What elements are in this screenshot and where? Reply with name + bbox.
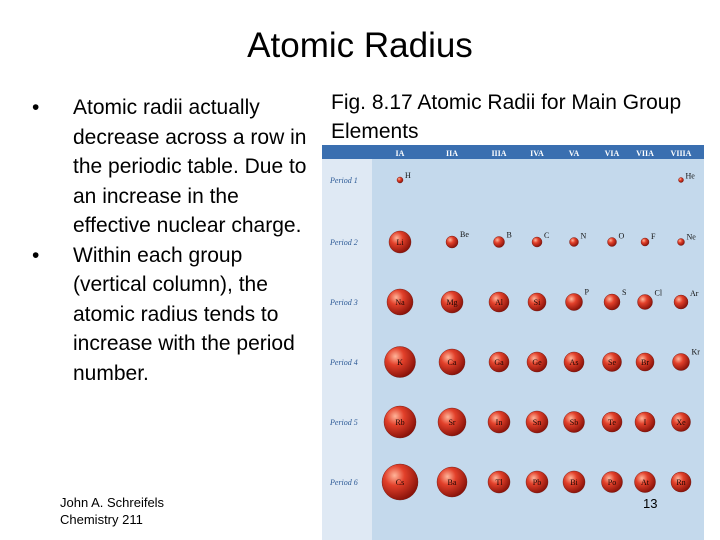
atom-sphere	[603, 353, 622, 372]
group-label: VIIIA	[670, 149, 692, 158]
atom-sphere	[439, 349, 465, 375]
atom-sphere	[438, 408, 466, 436]
period-label: Period 2	[330, 238, 358, 247]
bullet-item: • Within each group (vertical column), the atomic radius tends to increase with the period number.	[30, 241, 315, 389]
atom-sphere-shape	[604, 294, 620, 310]
element-symbol: Ge	[532, 358, 542, 367]
atom-sphere	[635, 472, 656, 493]
element-symbol: Ba	[447, 478, 457, 487]
element-symbol: Pb	[532, 478, 542, 487]
group-label: VIIA	[636, 149, 654, 158]
element-symbol: At	[641, 478, 649, 487]
element-symbol: Ca	[447, 358, 457, 367]
element-symbol: C	[544, 231, 550, 240]
element-symbol: Be	[460, 230, 469, 239]
element-symbol: Sb	[569, 418, 579, 427]
element-symbol: Se	[608, 358, 616, 367]
atom-sphere-shape	[532, 237, 542, 247]
atom-sphere	[563, 471, 585, 493]
element-symbol: As	[569, 358, 579, 367]
element-symbol: Te	[608, 418, 616, 427]
course-name: Chemistry 211	[60, 512, 143, 527]
group-label: IA	[395, 149, 405, 158]
element-symbol: S	[622, 288, 627, 297]
group-label: IIIA	[491, 149, 507, 158]
group-label: IVA	[530, 149, 544, 158]
atom-sphere	[384, 406, 416, 438]
atom-sphere	[671, 472, 691, 492]
atom-sphere	[527, 352, 547, 372]
atom-sphere	[564, 412, 585, 433]
element-symbol: Al	[495, 298, 503, 307]
element-symbol: O	[618, 231, 625, 241]
element-symbol: Mg	[446, 298, 458, 307]
period-label: Period 4	[330, 358, 358, 367]
atom-sphere-shape	[673, 354, 690, 371]
atom-sphere	[385, 347, 416, 378]
atom-sphere	[528, 293, 546, 311]
element-symbol: Na	[395, 298, 405, 307]
element-symbol: Bi	[570, 478, 578, 487]
element-symbol: I	[643, 418, 647, 427]
atom-sphere-shape	[608, 238, 617, 247]
atom-sphere	[382, 464, 418, 500]
element-symbol: Sr	[448, 418, 456, 427]
element-symbol: Ar	[690, 289, 699, 298]
atom-sphere	[437, 467, 467, 497]
element-symbol: Cl	[654, 288, 663, 298]
period-label: Period 1	[330, 176, 358, 185]
element-symbol: F	[651, 232, 656, 241]
bullet-dot-icon: •	[32, 243, 40, 267]
element-symbol: Li	[396, 238, 404, 247]
period-label: Period 5	[330, 418, 358, 427]
element-symbol: Rn	[676, 478, 686, 487]
atom-sphere-shape	[679, 178, 684, 183]
element-symbol: H	[405, 171, 411, 180]
atom-sphere	[526, 411, 548, 433]
atom-sphere	[389, 231, 411, 253]
slide-title: Atomic Radius	[247, 26, 473, 65]
atom-sphere	[387, 289, 413, 315]
author-name: John A. Schreifels	[60, 495, 165, 510]
atom-sphere-shape	[494, 237, 505, 248]
element-symbol: Br	[641, 358, 649, 367]
element-symbol: Ga	[494, 358, 504, 367]
group-label: IIA	[445, 149, 459, 158]
atom-sphere	[636, 353, 654, 371]
atom-sphere	[489, 292, 509, 312]
atom-sphere-shape	[638, 295, 653, 310]
atom-sphere	[488, 411, 510, 433]
atom-sphere-shape	[446, 236, 458, 248]
element-symbol: N	[580, 231, 587, 241]
author-info	[60, 494, 164, 528]
atom-sphere-shape	[641, 238, 649, 246]
atom-sphere	[489, 352, 509, 372]
atom-sphere-shape	[570, 238, 579, 247]
element-symbol: Tl	[495, 478, 503, 487]
atom-sphere	[526, 471, 548, 493]
atom-sphere-shape	[678, 239, 685, 246]
element-symbol: P	[584, 287, 589, 297]
element-symbol: Cs	[395, 478, 405, 487]
atom-sphere	[441, 291, 463, 313]
group-label: VIA	[604, 149, 620, 158]
element-symbol: K	[397, 358, 403, 367]
page-number: 13	[643, 496, 658, 511]
element-symbol: Kr	[691, 347, 700, 357]
bullet-item: • Atomic radii actually decrease across a row in the periodic table. Due to an increase in the effective nuclear charge.	[30, 93, 315, 241]
atom-sphere	[602, 412, 622, 432]
element-symbol: Ne	[686, 232, 696, 242]
atom-sphere-shape	[566, 294, 583, 311]
atomic-radii-figure	[322, 145, 704, 540]
element-symbol: In	[495, 418, 503, 427]
element-symbol: B	[506, 230, 512, 240]
atom-sphere	[672, 413, 691, 432]
element-symbol: Rb	[395, 418, 405, 427]
bullet-list	[30, 93, 315, 388]
figure-caption: Fig. 8.17 Atomic Radii for Main Group Elements	[331, 91, 682, 143]
atom-sphere-shape	[397, 177, 403, 183]
period-label: Period 3	[330, 298, 358, 307]
element-symbol: Po	[607, 478, 617, 487]
bullet-dot-icon: •	[32, 96, 40, 119]
element-symbol: Si	[533, 298, 541, 307]
atom-sphere	[635, 412, 655, 432]
atom-sphere	[488, 471, 510, 493]
element-symbol: He	[685, 171, 695, 181]
element-symbol: Xe	[676, 418, 686, 427]
element-symbol: Sn	[532, 418, 542, 427]
period-label: Period 6	[330, 478, 358, 487]
atom-sphere	[602, 472, 623, 493]
group-label: VA	[568, 149, 580, 158]
atom-sphere	[564, 352, 584, 372]
atom-sphere-shape	[674, 295, 688, 309]
